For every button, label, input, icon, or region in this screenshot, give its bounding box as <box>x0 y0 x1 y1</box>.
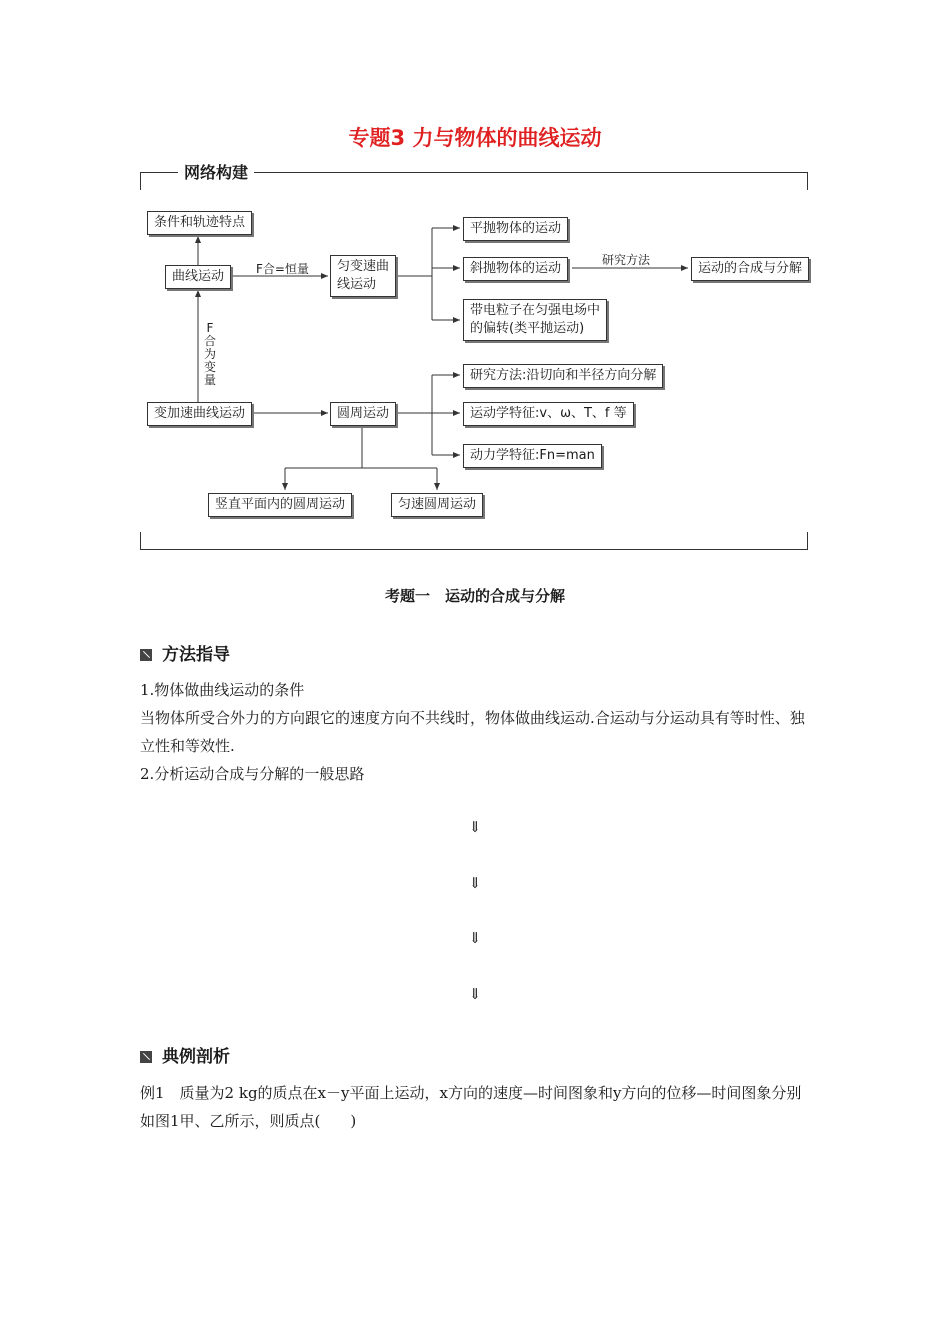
flow-arrow-4: ⇓ <box>468 985 482 1003</box>
network-heading: 网络构建 <box>178 160 254 183</box>
box-synthesis: 运动的合成与分解 <box>691 257 809 281</box>
section-marker-icon <box>140 649 152 661</box>
section-title: 考题一 运动的合成与分解 <box>384 587 565 605</box>
page-title: 专题3 力与物体的曲线运动 <box>348 126 602 150</box>
box-charged-particle <box>463 299 607 341</box>
flow-arrow-1: ⇓ <box>468 818 482 836</box>
box-charged-line1: 带电粒子在匀强电场中 <box>470 303 601 318</box>
flow-arrow-3: ⇓ <box>468 929 482 947</box>
method-paragraph-3: 2.分析运动合成与分解的一般思路 <box>140 765 365 783</box>
method-paragraph-2: 当物体所受合外力的方向跟它的速度方向不共线时，物体做曲线运动.合运动与分运动具有等时性、独立性和等效性. <box>140 709 805 755</box>
method-paragraph-1: 1.物体做曲线运动的条件 <box>140 681 305 699</box>
box-research-method: 研究方法:沿切向和半径方向分解 <box>463 364 663 388</box>
box-condition: 条件和轨迹特点 <box>147 211 252 235</box>
box-vertical-circle: 竖直平面内的圆周运动 <box>208 493 352 517</box>
method-heading <box>140 640 230 665</box>
box-circular-motion: 圆周运动 <box>330 402 396 426</box>
box-uniform-variable-line2: 线运动 <box>337 277 377 292</box>
label-f-constant: F合=恒量 <box>256 262 309 276</box>
box-uniform-variable-line1: 匀变速曲 <box>337 259 390 274</box>
section-marker-icon <box>140 1051 152 1063</box>
box-variable-acceleration: 变加速曲线运动 <box>147 402 252 426</box>
box-kinematic: 运动学特征:v、ω、T、f 等 <box>463 402 634 426</box>
example-heading-text: 典例剖析 <box>162 1047 230 1067</box>
box-charged-line2: 的偏转(类平抛运动) <box>470 321 585 336</box>
box-curve-motion: 曲线运动 <box>165 265 231 289</box>
example-heading <box>140 1042 230 1067</box>
box-uniform-variable-curve <box>330 255 396 297</box>
label-research-method: 研究方法 <box>602 253 651 267</box>
method-heading-text: 方法指导 <box>162 645 230 665</box>
label-f-variable: F合为变量 <box>203 321 216 387</box>
flow-arrow-2: ⇓ <box>468 874 482 892</box>
box-dynamic: 动力学特征:Fn=man <box>463 444 602 468</box>
example-text: 例1 质量为2 kg的质点在x－y平面上运动，x方向的速度—时间图象和y方向的位移—时间图象分别如图1甲、乙所示，则质点( ) <box>140 1084 802 1130</box>
box-horizontal-throw: 平抛物体的运动 <box>463 217 568 241</box>
box-uniform-circle: 匀速圆周运动 <box>391 493 483 517</box>
box-oblique-throw: 斜抛物体的运动 <box>463 257 568 281</box>
method-content <box>140 676 810 788</box>
